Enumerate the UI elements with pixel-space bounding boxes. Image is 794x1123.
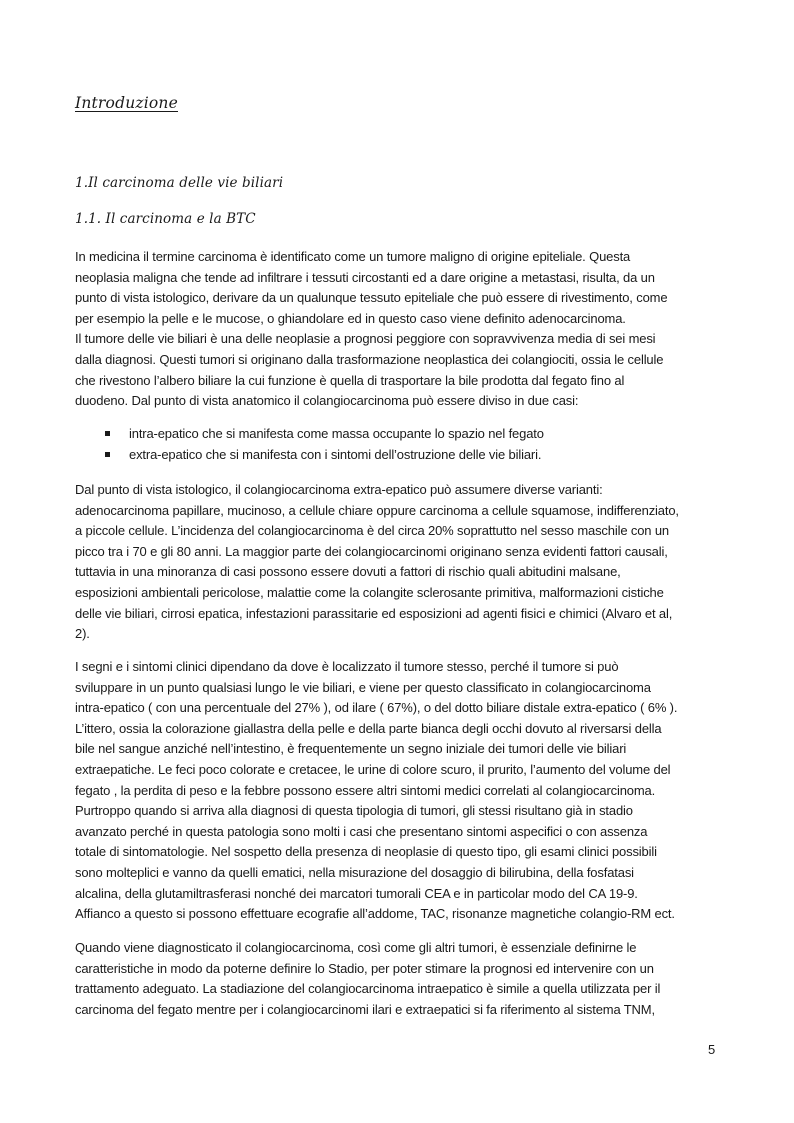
text-line: extraepatiche. Le feci poco colorate e cretacee, le urine di colore scuro, il prurito, l’aumento del volume del — [75, 761, 671, 777]
paragraph-2 — [75, 480, 727, 645]
square-bullet-icon — [105, 431, 110, 436]
text-line: totale di sintomatologie. Nel sospetto della presenza di neoplasie di questo tipo, gli esami clinici possibili — [75, 844, 657, 860]
text-line: fegato , la perdita di peso e la febbre possono essere altri sintomi medici correlati al colangiocarcinoma. — [75, 782, 656, 798]
text-line: Affianco a questo si possono effettuare ecografie all’addome, TAC, risonanze magnetiche colangio-RM ect. — [75, 906, 675, 922]
subsection-heading: 1.1. Il carcinoma e la BTC — [75, 211, 256, 227]
text-line: bile nel sangue anziché nell’intestino, è frequentemente un segno iniziale dei tumori delle vie biliari — [75, 741, 627, 757]
text-line: L’ittero, ossia la colorazione giallastra della pelle e della parte bianca degli occhi dovuto al riversarsi della — [75, 720, 662, 736]
text-line: per esempio la pelle e le mucose, o ghiandolare ed in questo caso viene definito adenocarcinoma. — [75, 310, 626, 326]
section-heading: 1.Il carcinoma delle vie biliari — [75, 175, 284, 191]
text-line: delle vie biliari, cirrosi epatica, infestazioni parassitarie ed esposizioni ad agenti fisici e chimici (Alvaro et al, — [75, 605, 673, 621]
text-line: Il tumore delle vie biliari è una delle neoplasie a prognosi peggiore con sopravvivenza media di sei mesi — [75, 331, 656, 347]
list-item — [75, 424, 727, 445]
bullet-list — [75, 424, 727, 465]
text-line: avanzato perché in questa patologia sono molti i casi che presentano sintomi aspecifici o con assenza — [75, 823, 648, 839]
paragraph-3 — [75, 657, 727, 925]
text-line: duodeno. Dal punto di vista anatomico il colangiocarcinoma può essere diviso in due casi: — [75, 393, 579, 409]
text-line: adenocarcinoma papillare, mucinoso, a cellule chiare oppure carcinoma a cellule squamose, indifferenziato, — [75, 502, 679, 518]
text-line: In medicina il termine carcinoma è identificato come un tumore maligno di origine epiteliale. Questa — [75, 249, 631, 264]
text-line: Quando viene diagnosticato il colangiocarcinoma, così come gli altri tumori, è essenziale definirne le — [75, 940, 637, 955]
text-line: neoplasia maligna che tende ad infiltrare i tessuti circostanti ed a dare origine a metastasi, risulta, da un — [75, 269, 655, 285]
text-line: alcalina, della glutamiltrasferasi nonché dei marcatori tumorali CEA e in particolar modo del CA 19-9. — [75, 885, 638, 901]
text-line: trattamento adeguato. La stadiazione del colangiocarcinoma intraepatico è simile a quella utilizzata per il — [75, 981, 661, 997]
text-line: che rivestono l’albero biliare la cui funzione è quella di trasportare la bile prodotta dal fegato fino al — [75, 372, 625, 388]
square-bullet-icon — [105, 452, 110, 457]
text-line: carcinoma del fegato mentre per i colangiocarcinomi ilari e extraepatici si fa riferimento al sistema TNM, — [75, 1001, 655, 1017]
text-line: punto di vista istologico, derivare da un qualunque tessuto epiteliale che può essere di rivestimento, come — [75, 290, 668, 306]
text-line: Purtroppo quando si arriva alla diagnosi di questa tipologia di tumori, gli stessi risultano già in stadio — [75, 803, 633, 819]
text-line: sono molteplici e vanno da quelli ematici, nella misurazione del dosaggio di bilirubina, della fosfatasi — [75, 864, 634, 880]
text-line: sviluppare in un punto qualsiasi lungo le vie biliari, e viene per questo classificato in colangiocarcinoma — [75, 679, 651, 695]
page-number: 5 — [708, 1042, 716, 1057]
page-title: Introduzione — [75, 94, 178, 112]
paragraph-4 — [75, 938, 727, 1020]
text-line: esposizioni ambientali pericolose, malattie come la colangite sclerosante primitiva, malformazioni cistiche — [75, 584, 664, 600]
text-line: caratteristiche in modo da poterne definire lo Stadio, per poter stimare la prognosi ed intervenire con un — [75, 960, 654, 976]
text-line: 2). — [75, 626, 90, 642]
text-line: I segni e i sintomi clinici dipendano da dove è localizzato il tumore stesso, perché il tumore si può — [75, 659, 619, 674]
list-item-text: extra-epatico che si manifesta con i sintomi dell’ostruzione delle vie biliari. — [129, 446, 542, 462]
text-line: Dal punto di vista istologico, il colangiocarcinoma extra-epatico può assumere diverse varianti: — [75, 482, 603, 497]
text-line: tuttavia in una minoranza di casi possono essere dovuti a fattori di rischio quali abitudini malsane, — [75, 564, 621, 580]
paragraph-1 — [75, 247, 727, 412]
text-line: a piccole cellule. L’incidenza del colangiocarcinoma è del circa 20% soprattutto nel sesso maschile con un — [75, 523, 670, 539]
text-line: dalla diagnosi. Questi tumori si originano dalla trasformazione neoplastica dei colangiociti, ossia le cellule — [75, 351, 664, 367]
list-item — [75, 445, 727, 466]
list-item-text: intra-epatico che si manifesta come massa occupante lo spazio nel fegato — [129, 426, 544, 441]
text-line: intra-epatico ( con una percentuale del 27% ), od ilare ( 67%), o del dotto biliare distale extra-epatico ( 6% ). — [75, 700, 678, 716]
text-line: picco tra i 70 e gli 80 anni. La maggior parte dei colangiocarcinomi originano senza evidenti fattori causali, — [75, 543, 668, 559]
